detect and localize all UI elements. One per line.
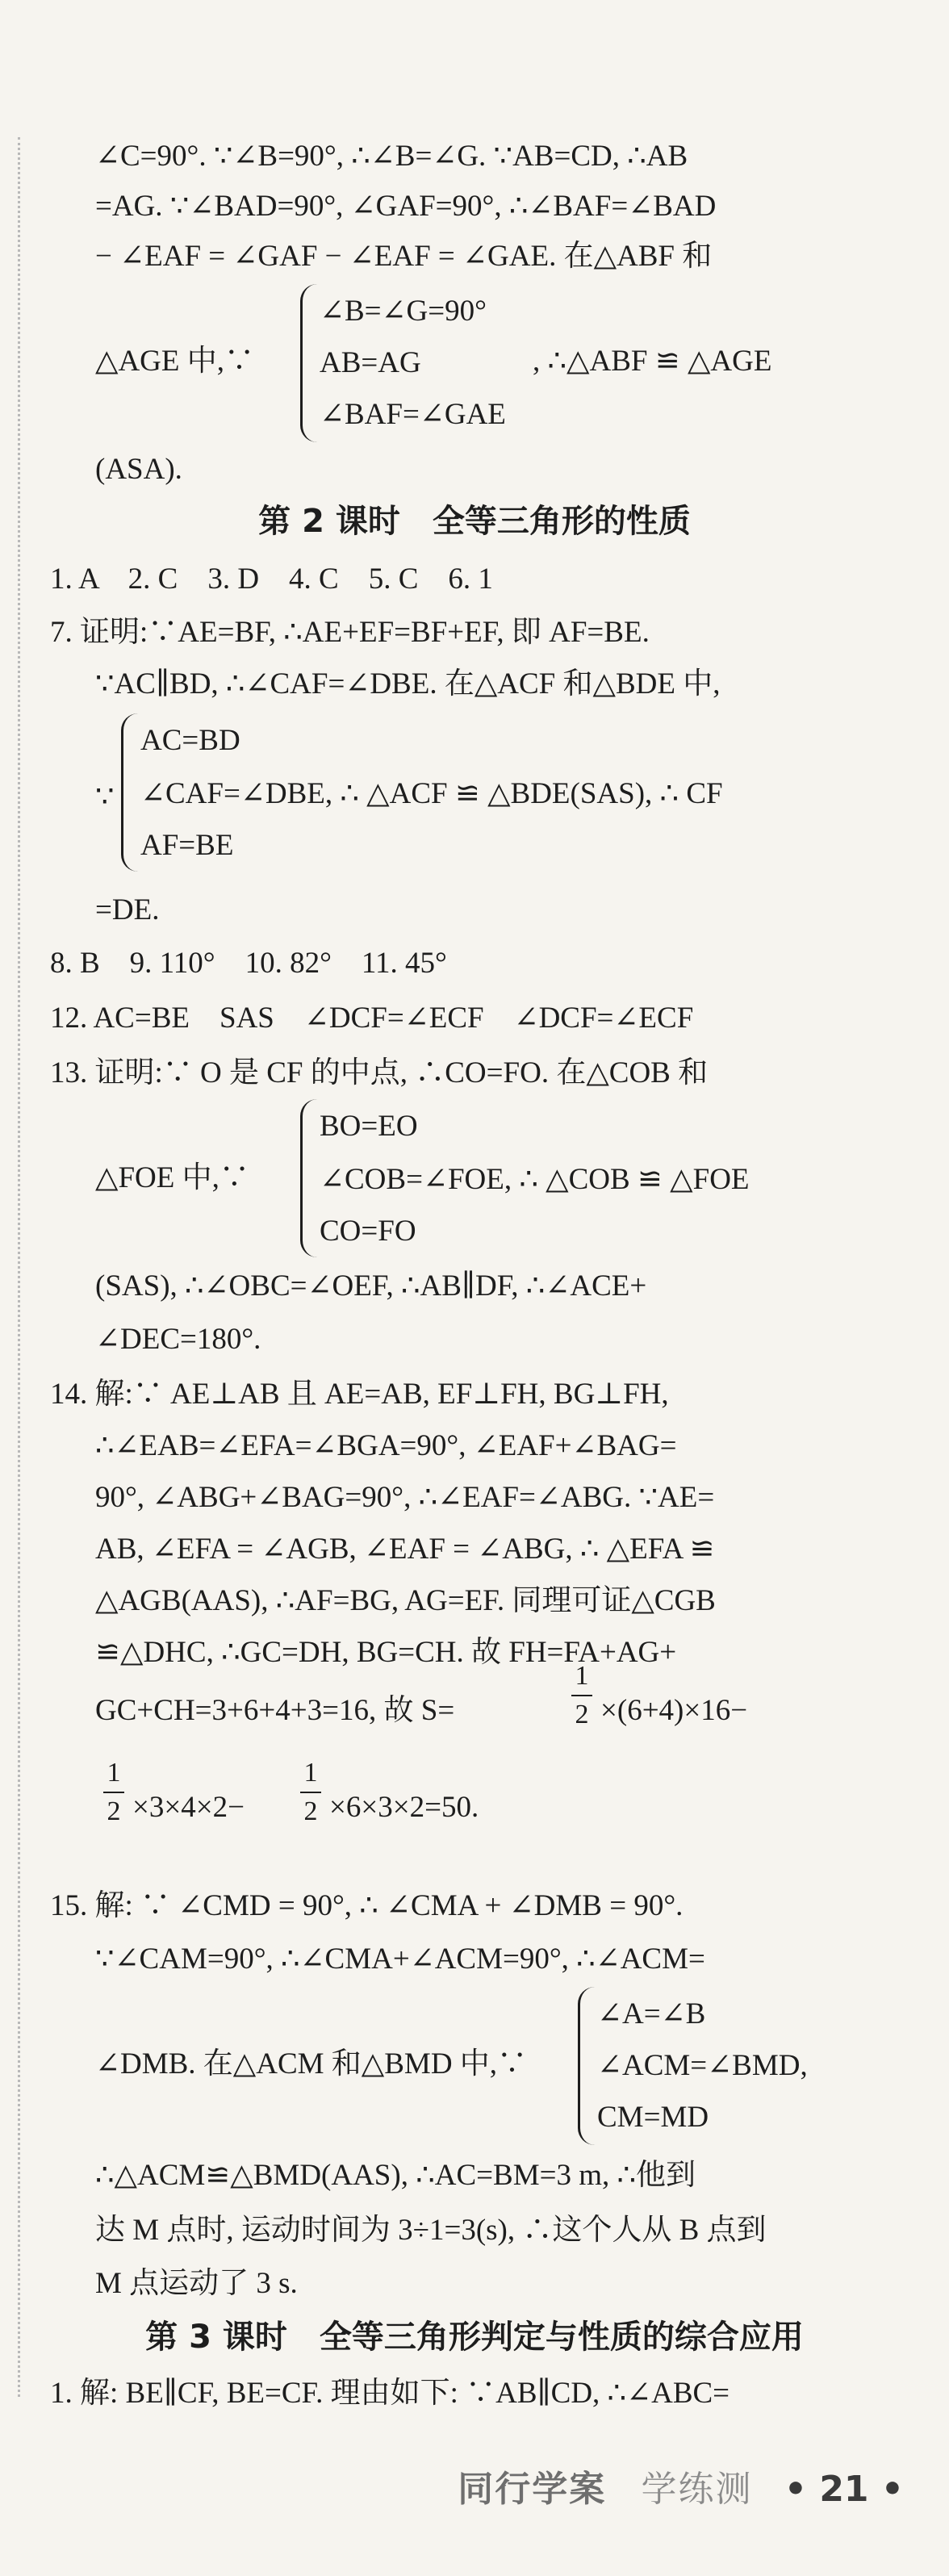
footer-brand: 同行学案	[458, 2469, 607, 2510]
answer-line: 8. B 9. 110° 10. 82° 11. 45°	[50, 947, 447, 980]
text-line: GC+CH=3+6+4+3=16, 故 S=	[95, 1694, 455, 1727]
brace	[300, 284, 317, 442]
system-row: ∠COB=∠FOE, ∴ △COB ≌ △FOE	[320, 1163, 750, 1196]
text-line: , ∴△ABF ≌ △AGE	[533, 345, 772, 378]
fraction-numerator: 1	[575, 1661, 589, 1691]
text-line: ∠DMB. 在△ACM 和△BMD 中,∵	[95, 2047, 528, 2080]
system-row: CM=MD	[597, 2101, 709, 2134]
answer-line: 1. A 2. C 3. D 4. C 5. C 6. 1	[50, 562, 493, 596]
text-line: ∠DEC=180°.	[95, 1323, 261, 1356]
fraction-half	[570, 1659, 594, 1732]
system-row: CO=FO	[320, 1215, 416, 1248]
text-line: △AGE 中,∵	[95, 345, 254, 378]
fraction-denominator: 2	[303, 1796, 318, 1826]
equation-system	[300, 1099, 825, 1257]
equation-system	[578, 1987, 852, 2145]
section-title: 第 3 课时 全等三角形判定与性质的综合应用	[145, 2319, 804, 2356]
text-line: ∵	[95, 780, 115, 813]
answer-line: 7. 证明:∵AE=BF, ∴AE+EF=BF+EF, 即 AF=BE.	[50, 616, 650, 649]
system-row: ∠ACM=∠BMD,	[597, 2049, 808, 2082]
text-line: − ∠EAF = ∠GAF − ∠EAF = ∠GAE. 在△ABF 和	[95, 240, 713, 273]
answer-line: 14. 解:∵ AE⊥AB 且 AE=AB, EF⊥FH, BG⊥FH,	[50, 1378, 669, 1411]
system-row: ∠A=∠B	[597, 1997, 706, 2030]
brace	[578, 1987, 595, 2145]
text-line: 90°, ∠ABG+∠BAG=90°, ∴∠EAF=∠ABG. ∵AE=	[95, 1481, 715, 1514]
text-line: △AGB(AAS), ∴AF=BG, AG=EF. 同理可证△CGB	[95, 1584, 716, 1617]
text-line: ×6×3×2=50.	[329, 1791, 479, 1824]
system-row: ∠BAF=∠GAE	[320, 398, 506, 431]
fraction-half	[299, 1756, 323, 1829]
fraction-bar	[571, 1695, 592, 1696]
brace	[300, 1099, 317, 1257]
text-line: ∠C=90°. ∵∠B=90°, ∴∠B=∠G. ∵AB=CD, ∴AB	[95, 140, 688, 173]
system-row: ∠B=∠G=90°	[320, 295, 487, 328]
fraction-numerator: 1	[107, 1758, 121, 1788]
system-row: BO=EO	[320, 1110, 418, 1143]
system-row: AC=BD	[140, 724, 240, 757]
system-row: AB=AG	[320, 346, 421, 379]
section-title: 第 2 课时 全等三角形的性质	[258, 503, 691, 540]
text-line: =AG. ∵∠BAD=90°, ∠GAF=90°, ∴∠BAF=∠BAD	[95, 190, 717, 223]
page-footer	[458, 2460, 904, 2511]
fraction-bar	[300, 1792, 321, 1793]
system-row: AF=BE	[140, 829, 234, 862]
fraction-denominator: 2	[575, 1700, 589, 1729]
fraction-denominator: 2	[107, 1796, 121, 1826]
binding-margin-dots	[18, 137, 20, 2397]
text-line: ∵AC∥BD, ∴∠CAF=∠DBE. 在△ACF 和△BDE 中,	[95, 667, 721, 700]
text-line: 达 M 点时, 运动时间为 3÷1=3(s), ∴这个人从 B 点到	[95, 2214, 767, 2247]
answer-line: 12. AC=BE SAS ∠DCF=∠ECF ∠DCF=∠ECF	[50, 1002, 694, 1035]
text-line: M 点运动了 3 s.	[95, 2267, 298, 2300]
page-number: • 21 •	[784, 2469, 904, 2510]
answer-line: 1. 解: BE∥CF, BE=CF. 理由如下: ∵AB∥CD, ∴∠ABC=	[50, 2377, 730, 2410]
equation-system	[300, 284, 542, 442]
fraction-half	[102, 1756, 126, 1829]
text-line: ∴∠EAB=∠EFA=∠BGA=90°, ∠EAF+∠BAG=	[95, 1429, 677, 1462]
answer-line: 15. 解: ∵ ∠CMD = 90°, ∴ ∠CMA + ∠DMB = 90°.	[50, 1889, 684, 1922]
text-line: ×(6+4)×16−	[600, 1694, 748, 1727]
text-line: (ASA).	[95, 453, 182, 486]
footer-series: 学练测	[641, 2469, 753, 2510]
fraction-numerator: 1	[303, 1758, 318, 1788]
text-line: ≌△DHC, ∴GC=DH, BG=CH. 故 FH=FA+AG+	[95, 1636, 677, 1669]
text-line: (SAS), ∴∠OBC=∠OEF, ∴AB∥DF, ∴∠ACE+	[95, 1269, 647, 1303]
fraction-bar	[103, 1792, 124, 1793]
equation-system	[121, 713, 815, 872]
text-line: ∵∠CAM=90°, ∴∠CMA+∠ACM=90°, ∴∠ACM=	[95, 1942, 705, 1976]
text-line: =DE.	[95, 893, 160, 926]
system-row: ∠CAF=∠DBE, ∴ △ACF ≌ △BDE(SAS), ∴ CF	[140, 777, 723, 810]
text-line: ×3×4×2−	[132, 1791, 245, 1824]
text-line: AB, ∠EFA = ∠AGB, ∠EAF = ∠ABG, ∴ △EFA ≌	[95, 1533, 715, 1566]
text-line: ∴△ACM≌△BMD(AAS), ∴AC=BM=3 m, ∴他到	[95, 2159, 696, 2192]
answer-line: 13. 证明:∵ O 是 CF 的中点, ∴CO=FO. 在△COB 和	[50, 1056, 709, 1089]
text-line: △FOE 中,∵	[95, 1161, 249, 1194]
brace	[121, 713, 138, 872]
